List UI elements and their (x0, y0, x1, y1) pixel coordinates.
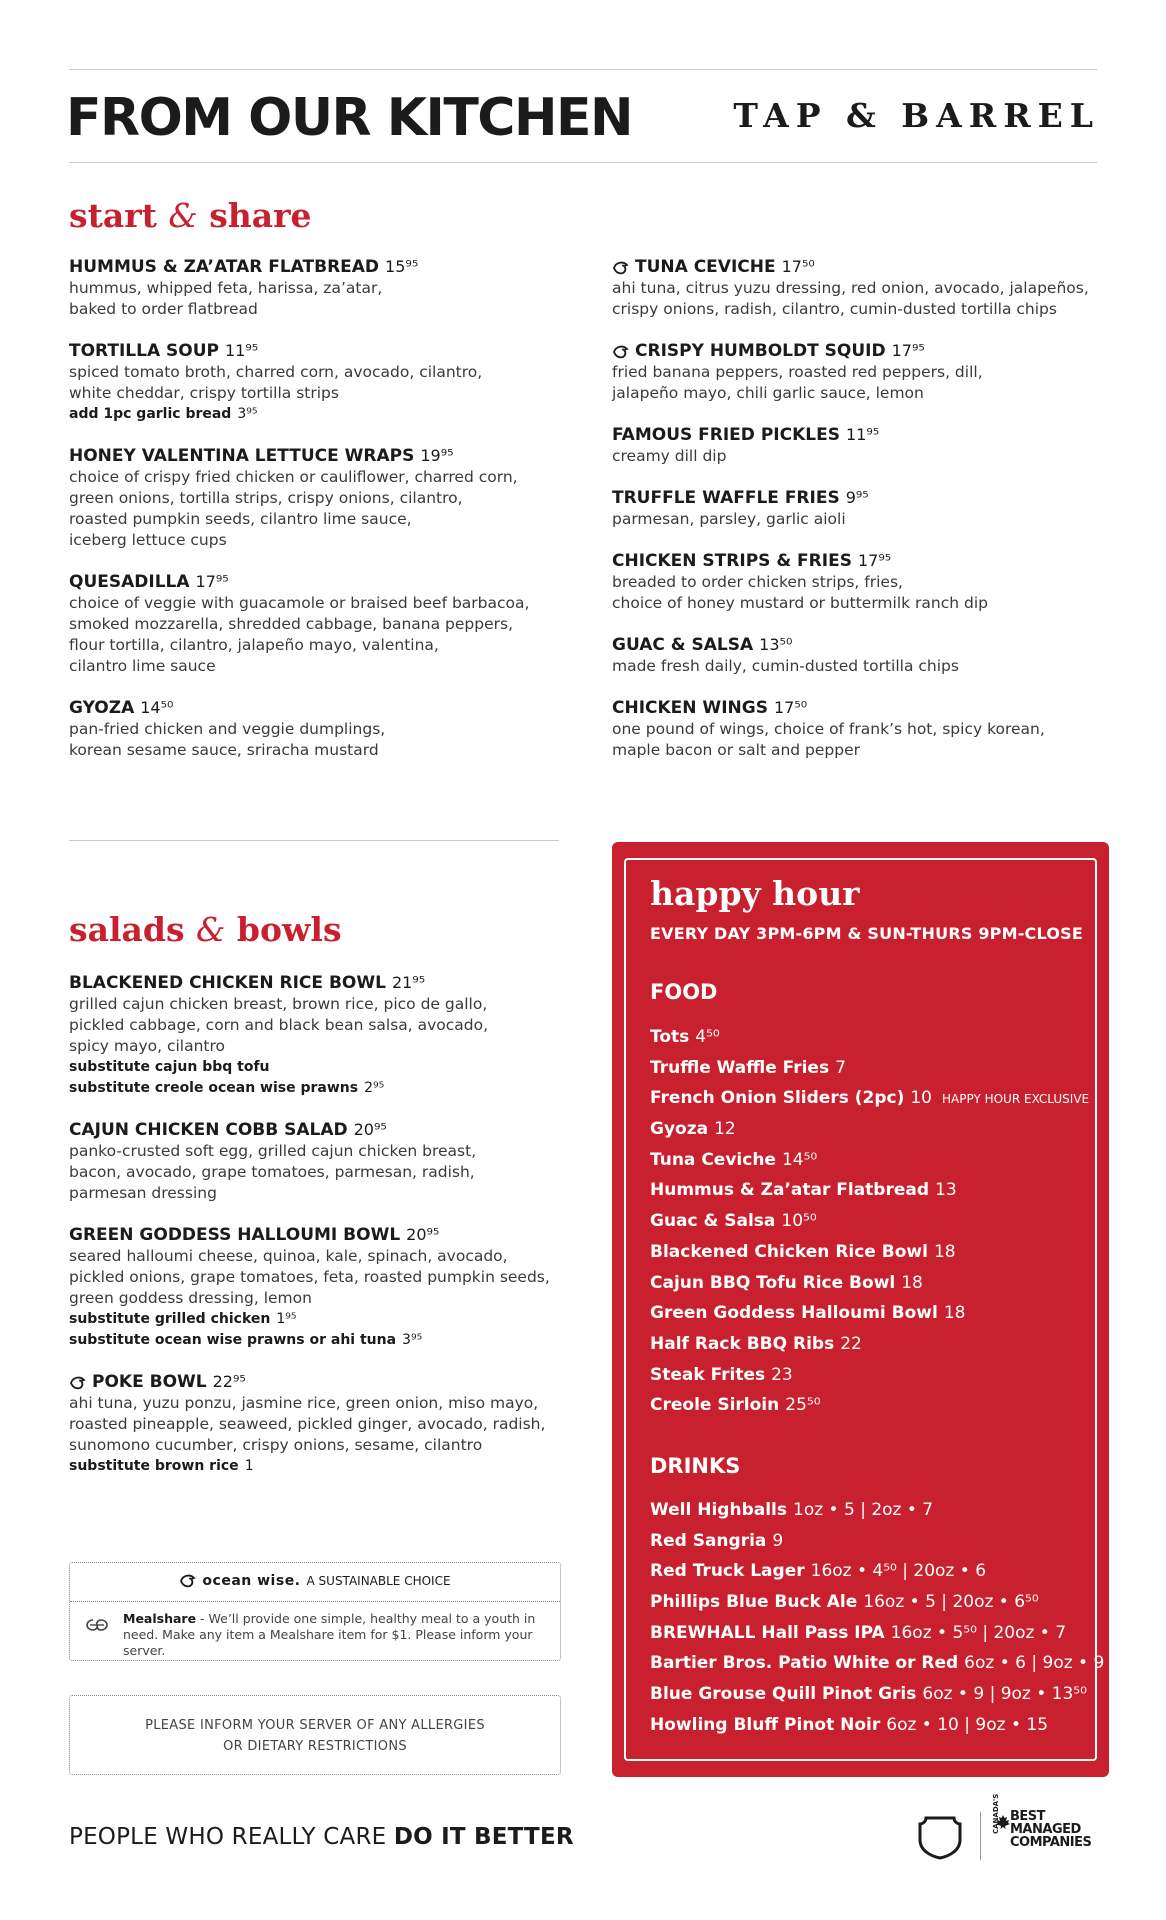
hh-item-price: 10 (910, 1088, 932, 1109)
hh-drink-item (650, 1710, 1089, 1741)
item-description: parmesan, parsley, garlic aioli (612, 510, 846, 528)
start-share-left-column (69, 256, 589, 781)
happy-hour-food-list (650, 1022, 1089, 1421)
hh-item-price: 4⁵⁰ (695, 1027, 720, 1047)
item-name: TUNA CEVICHE (635, 257, 776, 277)
addon-text: substitute cajun bbq tofu (69, 1059, 270, 1075)
item-description: made fresh daily, cumin-dusted tortilla chips (612, 657, 959, 675)
item-name: CRISPY HUMBOLDT SQUID (635, 341, 886, 361)
menu-item (69, 445, 589, 551)
hh-item-price: 18 (901, 1272, 923, 1293)
happy-hour-drinks-list (650, 1495, 1105, 1741)
item-name: TRUFFLE WAFFLE FRIES (612, 488, 840, 508)
heading-word: share (209, 196, 312, 235)
addon-text: add 1pc garlic bread (69, 406, 232, 422)
hh-item-name: Hummus & Za’atar Flatbread (650, 1180, 930, 1201)
hh-food-item (650, 1114, 1089, 1145)
hh-item-name: Steak Frites (650, 1364, 766, 1385)
hh-item-name: Green Goddess Halloumi Bowl (650, 1303, 938, 1324)
hh-item-price: 7 (835, 1057, 846, 1078)
menu-item (612, 634, 1112, 677)
addon-price: 3⁹⁵ (402, 1332, 423, 1348)
hh-item-price: 16oz • 5 | 20oz • 6⁵⁰ (863, 1592, 1039, 1613)
addon-text: substitute grilled chicken (69, 1311, 271, 1327)
hh-item-price: 12 (714, 1119, 736, 1140)
item-price: 20⁹⁵ (353, 1120, 387, 1139)
item-name: FAMOUS FRIED PICKLES (612, 425, 840, 445)
menu-item (69, 1119, 589, 1204)
item-price: 17⁹⁵ (857, 551, 892, 570)
mealshare-description: - We’ll provide one simple, healthy meal to a youth in need. Make any item a Mealshare item for $1. Please inform your server. (123, 1611, 536, 1658)
menu-item (612, 256, 1112, 320)
item-description: pan-fried chicken and veggie dumplings, korean sesame sauce, sriracha mustard (69, 720, 386, 759)
hh-food-item (650, 1175, 1089, 1206)
hh-item-price: 6oz • 6 | 9oz • 9 (964, 1653, 1105, 1674)
bm-vertical-text: CANADA'S (992, 1793, 1000, 1834)
hh-item-name: Well Highballs (650, 1500, 787, 1520)
item-addon (69, 1309, 589, 1330)
addon-text: substitute creole ocean wise prawns (69, 1080, 359, 1096)
item-price: 13⁵⁰ (759, 635, 793, 654)
hh-exclusive-note: HAPPY HOUR EXCLUSIVE (942, 1092, 1090, 1107)
page-title: FROM OUR KITCHEN (66, 88, 633, 148)
item-price: 11⁹⁵ (225, 341, 259, 360)
mealshare-text (123, 1611, 550, 1659)
tagline-text: PEOPLE WHO REALLY CARE (69, 1824, 394, 1850)
addon-text: substitute ocean wise prawns or ahi tuna (69, 1332, 397, 1348)
menu-item (69, 256, 589, 320)
hh-item-price: 10⁵⁰ (781, 1211, 817, 1232)
item-description: creamy dill dip (612, 447, 727, 465)
addon-price: 1⁹⁵ (276, 1311, 297, 1327)
menu-item (612, 550, 1112, 614)
item-addon (69, 1078, 589, 1099)
ocean-wise-fish-icon (612, 344, 629, 359)
hh-item-name: Blackened Chicken Rice Bowl (650, 1241, 928, 1262)
hh-item-price: 18 (943, 1303, 966, 1324)
hh-food-item (650, 1053, 1089, 1084)
hh-item-price: 1oz • 5 | 2oz • 7 (793, 1500, 934, 1520)
best-managed-logo (1010, 1810, 1091, 1849)
hh-item-price: 23 (771, 1364, 793, 1385)
item-name: BLACKENED CHICKEN RICE BOWL (69, 973, 386, 993)
hh-item-price: 14⁵⁰ (781, 1149, 818, 1170)
start-share-right-column (612, 256, 1112, 781)
hh-item-name: Tuna Ceviche (650, 1149, 776, 1170)
allergy-notice (70, 1696, 560, 1757)
item-addon (69, 1330, 589, 1351)
item-addon (69, 1456, 589, 1477)
hh-drink-item (650, 1679, 1089, 1710)
hh-food-item (650, 1298, 1089, 1329)
hh-item-price: 18 (933, 1241, 956, 1262)
item-description: spiced tomato broth, charred corn, avocado, cilantro, white cheddar, crispy tortilla strips (69, 363, 483, 402)
item-price: 17⁹⁵ (891, 341, 925, 360)
hh-item-name: Truffle Waffle Fries (650, 1057, 830, 1078)
item-description: one pound of wings, choice of frank’s hot, spicy korean, maple bacon or salt and pepper (612, 720, 1045, 759)
item-name: CHICKEN STRIPS & FRIES (612, 551, 852, 571)
item-addon (69, 1057, 589, 1078)
hh-drink-item (650, 1556, 1089, 1587)
hh-item-name: Red Sangria (650, 1530, 767, 1551)
menu-item (69, 571, 589, 677)
item-description: panko-crusted soft egg, grilled cajun chicken breast, bacon, avocado, grape tomatoes, parmesan, radish, parmesan dressing (69, 1142, 477, 1202)
item-price: 17⁵⁰ (773, 698, 808, 717)
ocean-wise-mealshare-box (69, 1562, 561, 1661)
item-description: breaded to order chicken strips, fries, choice of honey mustard or buttermilk ranch dip (612, 573, 988, 612)
hh-item-name: Guac & Salsa (650, 1211, 776, 1232)
item-description: hummus, whipped feta, harissa, za’atar, baked to order flatbread (69, 279, 383, 318)
item-price: 20⁹⁵ (406, 1225, 440, 1244)
hh-drink-item (650, 1495, 1089, 1526)
item-name: GREEN GODDESS HALLOUMI BOWL (69, 1225, 401, 1245)
item-description: seared halloumi cheese, quinoa, kale, spinach, avocado, pickled onions, grape tomatoes, feta, roasted pumpkin seeds, green goddess dressing, lemon (69, 1247, 550, 1307)
item-price: 22⁹⁵ (212, 1372, 246, 1391)
salads-bowls-column (69, 972, 589, 1497)
hh-drink-item (650, 1587, 1089, 1618)
item-description: grilled cajun chicken breast, brown rice, pico de gallo, pickled cabbage, corn and black bean salsa, avocado, spicy mayo, cilantro (69, 995, 489, 1055)
hh-item-name: Phillips Blue Buck Ale (650, 1592, 858, 1613)
hh-item-name: French Onion Sliders (2pc) (650, 1088, 905, 1109)
hh-drink-item (650, 1618, 1089, 1649)
item-name: HUMMUS & ZA’ATAR FLATBREAD (69, 257, 380, 277)
hh-item-price: 9 (772, 1530, 784, 1551)
brand-logo: TAP & BARREL (733, 96, 1100, 135)
shield-icon (918, 1814, 962, 1864)
hh-food-item (650, 1022, 1089, 1053)
item-name: HONEY VALENTINA LETTUCE WRAPS (69, 446, 415, 466)
item-name: TORTILLA SOUP (69, 341, 219, 361)
item-name: GUAC & SALSA (612, 635, 754, 655)
hh-item-name: Red Truck Lager (650, 1561, 805, 1582)
hh-item-name: Howling Bluff Pinot Noir (650, 1714, 881, 1735)
hh-item-price: 6oz • 9 | 9oz • 13⁵⁰ (922, 1684, 1087, 1705)
item-price: 17⁵⁰ (781, 257, 815, 276)
hh-item-price: 16oz • 4⁵⁰ | 20oz • 6 (810, 1561, 987, 1582)
hh-item-name: Half Rack BBQ Ribs (650, 1333, 835, 1354)
item-description: fried banana peppers, roasted red peppers, dill, jalapeño mayo, chili garlic sauce, lemon (612, 363, 983, 402)
hh-food-item (650, 1145, 1089, 1176)
item-price: 21⁹⁵ (391, 973, 426, 992)
heading-amp: & (196, 910, 226, 949)
mealshare-icon (86, 1617, 108, 1636)
item-name: POKE BOWL (92, 1372, 207, 1392)
hh-item-name: Gyoza (650, 1119, 709, 1140)
hh-item-name: Cajun BBQ Tofu Rice Bowl (650, 1272, 896, 1293)
menu-item (612, 487, 1112, 530)
hh-item-name: Blue Grouse Quill Pinot Gris (650, 1684, 917, 1705)
hh-item-price: 22 (840, 1333, 862, 1354)
bm-line: COMPANIES (1010, 1835, 1092, 1850)
heading-word: start (69, 196, 157, 235)
item-description: ahi tuna, yuzu ponzu, jasmine rice, green onion, miso mayo, roasted pineapple, seaweed, pickled ginger, avocado, radish, sunomono cucumber, crispy onions, sesame, cilantro (69, 1394, 546, 1454)
item-price: 14⁵⁰ (140, 698, 174, 717)
allergy-line: OR DIETARY RESTRICTIONS (223, 1739, 407, 1754)
heading-word: bowls (236, 910, 342, 949)
section-divider (69, 840, 559, 841)
hh-food-item (650, 1329, 1089, 1360)
box-separator (70, 1601, 560, 1602)
footer-tagline (69, 1824, 574, 1850)
item-description: ahi tuna, citrus yuzu dressing, red onion, avocado, jalapeños, crispy onions, radish, cilantro, cumin-dusted tortilla chips (612, 279, 1089, 318)
item-name: CHICKEN WINGS (612, 698, 768, 718)
ocean-wise-fish-icon (612, 260, 629, 275)
menu-item (612, 340, 1112, 404)
item-description: choice of crispy fried chicken or cauliflower, charred corn, green onions, tortilla strips, crispy onions, cilantro, roasted pumpkin seeds, cilantro lime sauce, iceberg lettuce cups (69, 468, 518, 549)
hh-food-item (650, 1083, 1089, 1114)
happy-hour-panel (612, 842, 1109, 1777)
hh-item-price: 25⁵⁰ (785, 1395, 821, 1416)
item-name: QUESADILLA (69, 572, 190, 592)
food-label: FOOD (650, 980, 718, 1004)
hh-drink-item (650, 1526, 1089, 1557)
hh-drink-item (650, 1648, 1105, 1679)
drinks-label: DRINKS (650, 1454, 741, 1478)
footer-divider (980, 1812, 981, 1860)
bm-line: BEST (1010, 1809, 1046, 1824)
hh-item-name: Creole Sirloin (650, 1395, 780, 1416)
mealshare-label: Mealshare (123, 1611, 197, 1626)
addon-text: substitute brown rice (69, 1458, 239, 1474)
menu-item (69, 340, 589, 425)
bm-line: MANAGED (1010, 1822, 1081, 1837)
menu-item (69, 1371, 589, 1477)
hh-item-name: Bartier Bros. Patio White or Red (650, 1653, 959, 1674)
header-bottom-rule (69, 162, 1097, 163)
hh-item-price: 16oz • 5⁵⁰ | 20oz • 7 (890, 1622, 1067, 1643)
start-share-heading (69, 196, 312, 236)
item-price: 11⁹⁵ (845, 425, 880, 444)
hh-item-price: 13 (935, 1180, 957, 1201)
happy-hour-title: happy hour (650, 874, 860, 913)
hh-food-item (650, 1206, 1089, 1237)
ocean-wise-fish-icon (69, 1375, 86, 1390)
addon-price: 3⁹⁵ (237, 406, 258, 422)
hh-food-item (650, 1237, 1089, 1268)
addon-price: 1 (244, 1458, 254, 1474)
hh-item-name: BREWHALL Hall Pass IPA (650, 1622, 885, 1643)
top-rule (69, 69, 1097, 70)
item-price: 19⁹⁵ (420, 446, 454, 465)
hh-food-item (650, 1268, 1089, 1299)
item-price: 17⁹⁵ (195, 572, 229, 591)
hh-item-name: Tots (650, 1027, 690, 1047)
ocean-wise-fish-icon (179, 1573, 196, 1588)
item-description: choice of veggie with guacamole or braised beef barbacoa, smoked mozzarella, shredded cabbage, banana peppers, flour tortilla, cilantro, jalapeño mayo, valentina, cilantro lime sauce (69, 594, 530, 675)
heading-word: salads (69, 910, 185, 949)
allergy-notice-box (69, 1695, 561, 1775)
hh-food-item (650, 1360, 1089, 1391)
menu-item (69, 697, 589, 761)
salads-bowls-heading (69, 910, 342, 950)
ocean-wise-logo: ocean wise. (202, 1573, 301, 1589)
menu-item (69, 1224, 589, 1351)
item-addon (69, 404, 589, 425)
hh-food-item (650, 1390, 1089, 1421)
item-name: CAJUN CHICKEN COBB SALAD (69, 1120, 348, 1140)
item-price: 15⁹⁵ (385, 257, 419, 276)
menu-item (612, 424, 1112, 467)
ocean-wise-tag: A SUSTAINABLE CHOICE (306, 1574, 451, 1588)
item-price: 9⁹⁵ (845, 488, 869, 507)
addon-price: 2⁹⁵ (364, 1080, 385, 1096)
hh-item-price: 6oz • 10 | 9oz • 15 (886, 1714, 1049, 1735)
item-name: GYOZA (69, 698, 135, 718)
happy-hour-times: EVERY DAY 3PM-6PM & SUN-THURS 9PM-CLOSE (650, 924, 1083, 943)
heading-amp: & (168, 196, 198, 235)
menu-item (69, 972, 589, 1099)
ocean-wise-line (70, 1573, 560, 1589)
tagline-emphasis: DO IT BETTER (393, 1824, 574, 1850)
menu-item (612, 697, 1112, 761)
allergy-line: PLEASE INFORM YOUR SERVER OF ANY ALLERGIES (145, 1718, 485, 1733)
